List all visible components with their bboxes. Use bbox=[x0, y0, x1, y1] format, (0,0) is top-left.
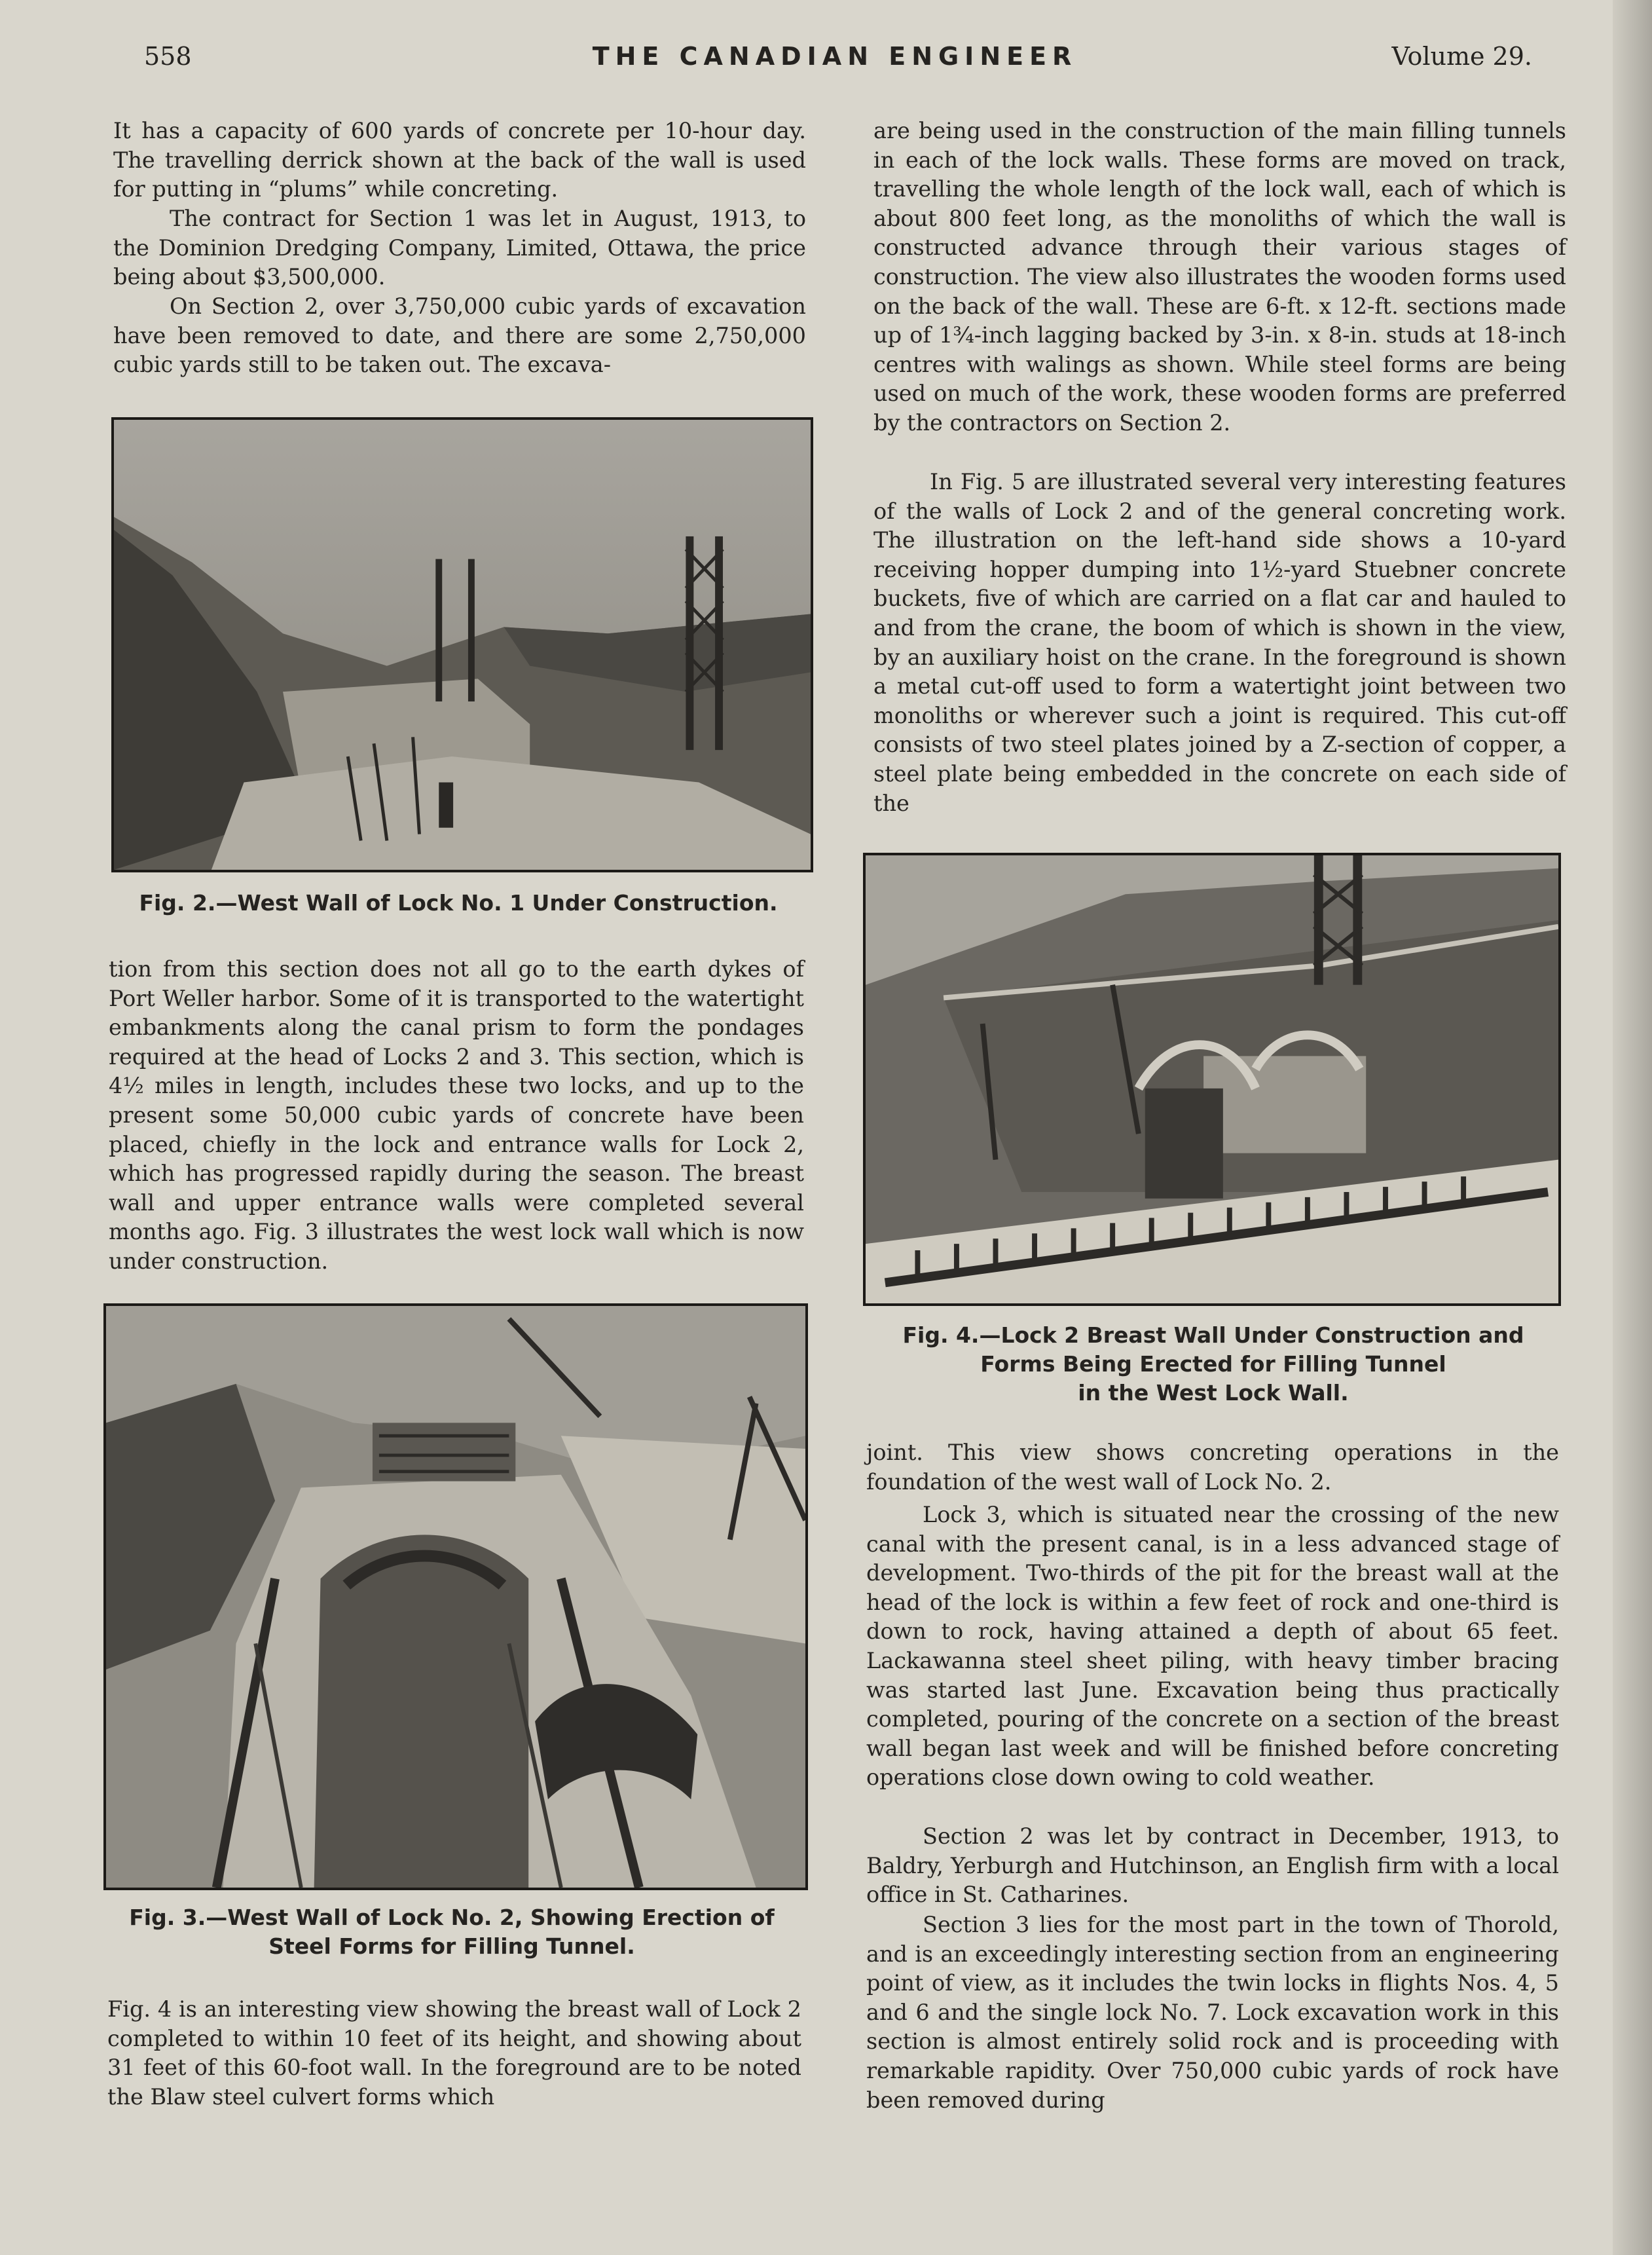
running-header bbox=[138, 42, 1532, 81]
figure-3-caption-line-1: Fig. 3.—West Wall of Lock No. 2, Showing Erection of bbox=[129, 1905, 775, 1930]
figure-2-caption: Fig. 2.—West Wall of Lock No. 1 Under Construction. bbox=[139, 890, 778, 916]
figure-3-photo bbox=[103, 1303, 808, 1890]
right-paragraph-2: In Fig. 5 are illustrated several very interesting features of the walls of Lock 2 and of the general concreting work. The illustration on the left-hand side shows a 10-yard receiving hopper dumping into 1½-yard Stuebner concrete buckets, five of which are carried on a flat car and hauled to and from the crane, the boom of which is shown in the view, by an auxiliary hoist on the crane. In the foreground is shown a metal cut-off used to form a watertight joint between two monoliths or wherever such a joint is required. This cut-off consists of two steel plates joined by a Z-section of copper, a steel plate being embedded in the concrete on each side of the bbox=[873, 469, 1566, 816]
right-paragraph-1: are being used in the construction of the main filling tunnels in each of the lock walls. These forms are moved on track, travelling the whole length of the lock wall, each of which is about 800 feet long, as the monoliths of which the wall is constructed advance through their various stages of construction. The view also illustrates the wooden forms used on the back of the wall. These are 6-ft. x 12-ft. sections made up of 1¾-inch lagging backed by 3-in. x 8-in. studs at 18-inch centres with walings as shown. While steel forms are being used on much of the work, these wooden forms are preferred by the contractors on Section 2. bbox=[873, 118, 1566, 436]
journal-title: THE CANADIAN ENGINEER bbox=[592, 42, 1078, 71]
right-paragraph-4: Lock 3, which is situated near the crossing of the new canal with the present canal, is in a less advanced stage of development. Two-thirds of the pit for the breast wall at the head of the lock is within a few feet of rock and one-third is down to rock, having attained a depth of about 65 feet. Lackawanna steel sheet piling, with heavy timber bracing was started last June. Excavation being thus practically completed, pouring of the concrete on a section of the breast wall began last week and will be finished before concreting operations close down owing to cold weather. bbox=[866, 1502, 1559, 1791]
left-paragraph-4: tion from this section does not all go to the earth dykes of Port Weller harbor. Some of it is transported to the watertight embankments along the canal prism to form the pondages required at the head of Locks 2 and 3. This section, which is 4½ miles in length, includes these two locks, and up to the present some 50,000 cubic yards of concrete have been placed, chiefly in the lock and entrance walls for Lock 2, which has progressed rapidly during the season. The breast wall and upper entrance walls were completed several months ago. Fig. 3 illustrates the west lock wall which is now under construction. bbox=[109, 956, 804, 1274]
figure-3-caption-line-2: Steel Forms for Filling Tunnel. bbox=[268, 1933, 635, 1959]
right-paragraph-5: Section 2 was let by contract in December, 1913, to Baldry, Yerburgh and Hutchinson, an English firm with a local office in St. Catharines. bbox=[866, 1823, 1559, 1908]
left-paragraph-5: Fig. 4 is an interesting view showing the breast wall of Lock 2 completed to within 10 feet of its height, and showing about 31 feet of this 60-foot wall. In the foreground are to be noted the Blaw steel culvert forms which bbox=[107, 1996, 801, 2110]
left-paragraph-2: The contract for Section 1 was let in August, 1913, to the Dominion Dredging Company, Limited, Ottawa, the price being about $3,500,000. bbox=[113, 206, 806, 290]
figure-4-photo bbox=[863, 853, 1561, 1306]
right-paragraph-3: joint. This view shows concreting operations in the foundation of the west wall of Lock No. 2. bbox=[866, 1440, 1559, 1495]
page-number: 558 bbox=[144, 42, 192, 71]
figure-3-caption bbox=[92, 1903, 812, 1961]
page-edge-shadow bbox=[1613, 0, 1652, 2255]
left-paragraph-1: It has a capacity of 600 yards of concrete per 10-hour day. The travelling derrick shown at the back of the wall is used for putting in “plums” while concreting. bbox=[113, 118, 806, 202]
figure-4-caption-line-3: in the West Lock Wall. bbox=[1078, 1380, 1349, 1406]
figure-2-photo bbox=[111, 417, 813, 872]
left-paragraph-3: On Section 2, over 3,750,000 cubic yards of excavation have been removed to date, and there are some 2,750,000 cubic yards still to be taken out. The excava- bbox=[113, 293, 806, 378]
figure-4-caption-line-2: Forms Being Erected for Filling Tunnel bbox=[980, 1351, 1446, 1377]
right-paragraph-6: Section 3 lies for the most part in the town of Thorold, and is an exceedingly interesting section from an engineering point of view, as it includes the twin locks in flights Nos. 4, 5 and 6 and the single lock No. 7. Lock excavation work in this section is almost entirely solid rock and is proceeding with remarkable rapidity. Over 750,000 cubic yards of rock have been removed during bbox=[866, 1912, 1559, 2113]
volume-label: Volume 29. bbox=[1391, 42, 1532, 71]
figure-4-caption bbox=[863, 1321, 1564, 1407]
figure-4-caption-line-1: Fig. 4.—Lock 2 Breast Wall Under Construction and bbox=[902, 1322, 1524, 1348]
